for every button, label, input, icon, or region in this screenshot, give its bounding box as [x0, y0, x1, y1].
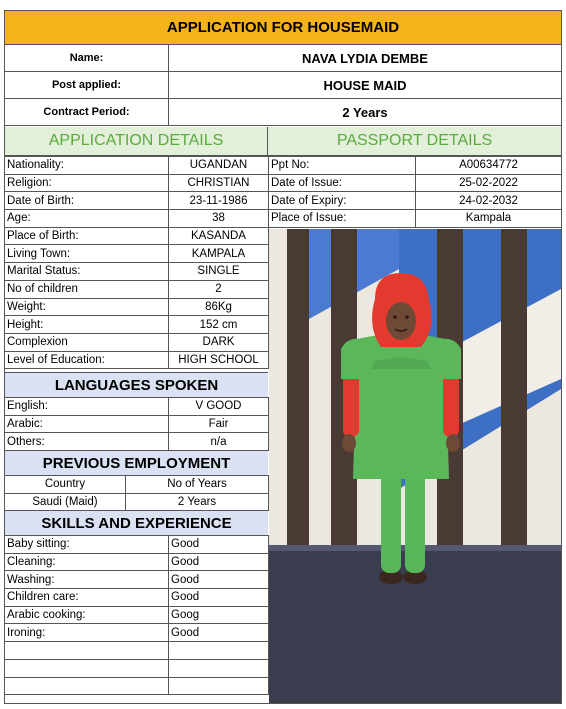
- table-row: [269, 157, 562, 175]
- row-value: Fair: [169, 415, 269, 433]
- row-label: Nationality:: [5, 157, 169, 175]
- table-row: [5, 536, 269, 554]
- row-value: Good: [169, 624, 269, 642]
- row-value: Kampala: [416, 210, 562, 228]
- passport-details-table: [268, 156, 562, 228]
- table-row: [269, 174, 562, 192]
- row-value: SINGLE: [169, 263, 269, 281]
- row-label: Age:: [5, 210, 169, 228]
- passport-details-heading: PASSPORT DETAILS: [268, 127, 561, 156]
- row-label: Baby sitting:: [5, 536, 169, 554]
- post-value: HOUSE MAID: [323, 77, 407, 93]
- row-label: Living Town:: [5, 245, 169, 263]
- row-label: Date of Expiry:: [269, 192, 416, 210]
- row-value: Goog: [169, 606, 269, 624]
- row-value: n/a: [169, 433, 269, 451]
- employment-table: [4, 475, 269, 511]
- row-value: KAMPALA: [169, 245, 269, 263]
- row-label: Marital Status:: [5, 263, 169, 281]
- row-value: Good: [169, 571, 269, 589]
- row-label: [5, 642, 169, 660]
- row-value: A00634772: [416, 157, 562, 175]
- employment-years: 2 Years: [126, 493, 269, 511]
- row-label: Religion:: [5, 174, 169, 192]
- row-value: [169, 659, 269, 677]
- row-label: Complexion: [5, 333, 169, 351]
- table-row: [5, 333, 269, 351]
- row-label: Washing:: [5, 571, 169, 589]
- row-value: [169, 642, 269, 660]
- row-label: [5, 677, 169, 695]
- row-value: 152 cm: [169, 316, 269, 334]
- table-row: [5, 571, 269, 589]
- table-row: [5, 174, 269, 192]
- row-label: Weight:: [5, 298, 169, 316]
- form-title: APPLICATION FOR HOUSEMAID: [5, 11, 561, 45]
- row-label: Place of Birth:: [5, 227, 169, 245]
- row-value: Good: [169, 536, 269, 554]
- row-value: 25-02-2022: [416, 174, 562, 192]
- skills-table: [4, 535, 269, 695]
- employment-col-country: Country: [5, 476, 126, 494]
- table-row: [5, 316, 269, 334]
- employment-col-years: No of Years: [126, 476, 269, 494]
- skills-heading: SKILLS AND EXPERIENCE: [5, 510, 268, 536]
- row-value: Good: [169, 553, 269, 571]
- row-value: KASANDA: [169, 227, 269, 245]
- applicant-photo: [269, 229, 561, 703]
- row-value: 24-02-2032: [416, 192, 562, 210]
- name-row: [5, 45, 561, 72]
- row-value: CHRISTIAN: [169, 174, 269, 192]
- row-value: 38: [169, 210, 269, 228]
- table-row: [269, 192, 562, 210]
- row-label: Cleaning:: [5, 553, 169, 571]
- languages-heading: LANGUAGES SPOKEN: [5, 372, 268, 398]
- row-label: Height:: [5, 316, 169, 334]
- row-label: [5, 659, 169, 677]
- row-value: DARK: [169, 333, 269, 351]
- table-row: [5, 157, 269, 175]
- row-label: Date of Issue:: [269, 174, 416, 192]
- empty-row: [5, 642, 269, 660]
- row-label: Arabic cooking:: [5, 606, 169, 624]
- table-row: [5, 192, 269, 210]
- row-label: Date of Birth:: [5, 192, 169, 210]
- application-form: [4, 10, 562, 704]
- contract-value: 2 Years: [342, 104, 388, 120]
- row-value: V GOOD: [169, 398, 269, 416]
- table-row: [5, 398, 269, 416]
- contract-row: [5, 99, 561, 126]
- row-label: Place of Issue:: [269, 210, 416, 228]
- row-label: Arabic:: [5, 415, 169, 433]
- row-label: Ppt No:: [269, 157, 416, 175]
- post-row: [5, 72, 561, 99]
- table-row: [5, 433, 269, 451]
- row-label: Ironing:: [5, 624, 169, 642]
- employment-country: Saudi (Maid): [5, 493, 126, 511]
- table-row: [5, 245, 269, 263]
- application-details-table: [4, 156, 269, 369]
- table-row: [5, 624, 269, 642]
- empty-row: [5, 659, 269, 677]
- row-label: English:: [5, 398, 169, 416]
- row-value: 2: [169, 280, 269, 298]
- table-row: [5, 553, 269, 571]
- row-label: Level of Education:: [5, 351, 169, 369]
- table-row: [269, 210, 562, 228]
- employment-heading: PREVIOUS EMPLOYMENT: [5, 450, 268, 476]
- table-row: [5, 606, 269, 624]
- table-row: [5, 493, 269, 511]
- row-value: 23-11-1986: [169, 192, 269, 210]
- table-row: [5, 210, 269, 228]
- table-row: [5, 415, 269, 433]
- table-row: [5, 263, 269, 281]
- table-row: [5, 227, 269, 245]
- table-row: [5, 298, 269, 316]
- name-value: NAVA LYDIA DEMBE: [302, 50, 428, 66]
- row-label: Children care:: [5, 589, 169, 607]
- row-value: HIGH SCHOOL: [169, 351, 269, 369]
- row-label: No of children: [5, 280, 169, 298]
- contract-label: Contract Period:: [5, 99, 169, 125]
- row-value: Good: [169, 589, 269, 607]
- row-value: 86Kg: [169, 298, 269, 316]
- applicant-photo-illustration: [269, 229, 561, 703]
- languages-table: [4, 397, 269, 451]
- application-details-heading: APPLICATION DETAILS: [5, 127, 268, 156]
- row-value: [169, 677, 269, 695]
- post-label: Post applied:: [5, 72, 169, 98]
- empty-row: [5, 677, 269, 695]
- name-label: Name:: [5, 45, 169, 71]
- employment-header-row: [5, 476, 269, 494]
- row-label: Others:: [5, 433, 169, 451]
- table-row: [5, 280, 269, 298]
- table-row: [5, 351, 269, 369]
- table-row: [5, 589, 269, 607]
- row-value: UGANDAN: [169, 157, 269, 175]
